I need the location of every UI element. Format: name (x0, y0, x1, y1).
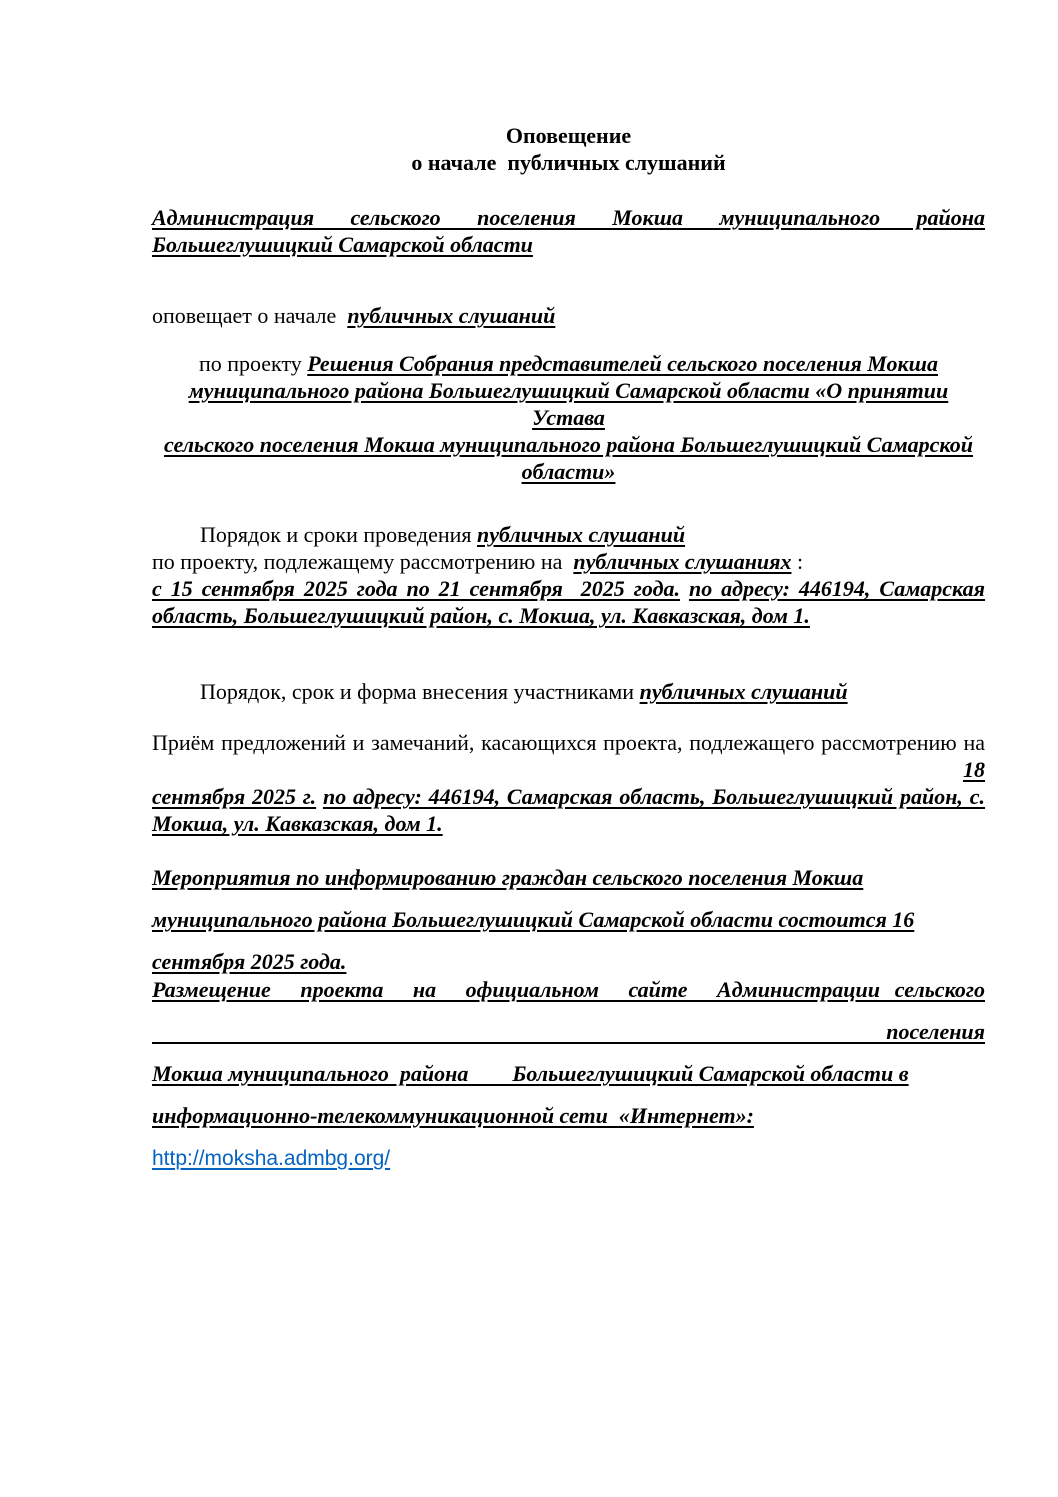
submission-text: Приём предложений и замечаний, касающихся проекта, подлежащего рассмотрению на (152, 730, 985, 782)
review-term: публичных слушаниях (573, 549, 792, 574)
announce-paragraph (152, 302, 985, 329)
org-name-part2: Большеглушицкий Самарской области (152, 232, 533, 257)
submission-line2 (152, 783, 985, 810)
org-name-part1: Администрация сельского поселения Мокша муниципального района (152, 205, 985, 230)
dates-line1 (152, 575, 985, 602)
placement-text1: Размещение проекта на официальном сайте Администрации сельского поселения (152, 977, 985, 1044)
submission-address-part2: Мокша, ул. Кавказская, дом 1. (152, 811, 443, 836)
info-event-paragraph (152, 857, 985, 983)
placement-paragraph (152, 969, 985, 1180)
placement-line2 (152, 1053, 985, 1095)
info-event-line2 (152, 899, 985, 941)
submission-heading-paragraph (152, 678, 985, 705)
placement-text3: информационно-телекоммуникационной сети «Интернет»: (152, 1103, 754, 1128)
review-line (152, 548, 985, 575)
project-paragraph (152, 350, 985, 485)
info-event-line1 (152, 857, 985, 899)
order-paragraph (152, 521, 985, 629)
announce-prefix: оповещает о начале (152, 303, 348, 328)
project-prefix: по проекту (198, 351, 308, 376)
project-line2 (152, 377, 985, 431)
org-line1 (152, 204, 985, 231)
submission-heading-line (152, 678, 985, 705)
project-title-part4: области» (521, 459, 616, 484)
placement-text2: Мокша муниципального района Большеглушицкий Самарской области в (152, 1061, 909, 1086)
hearing-dates: с 15 сентября 2025 года по 21 сентября 2025 года. (152, 576, 680, 601)
project-title-part3: сельского поселения Мокша муниципального района Большеглушицкий Самарской (164, 432, 973, 457)
submission-heading-term: публичных слушаний (639, 679, 848, 704)
project-title-part1: Решения Собрания представителей сельского поселения Мокша (307, 351, 939, 376)
info-event-text1: Мероприятия по информированию граждан сельского поселения Мокша (152, 865, 864, 890)
submission-paragraph (152, 729, 985, 837)
doc-title (152, 122, 985, 176)
placement-line3 (152, 1095, 985, 1180)
org-line2 (152, 231, 985, 258)
order-terms-prefix: Порядок и сроки проведения (200, 522, 478, 547)
moksha-site-link[interactable]: http://moksha.admbg.org/ (152, 1147, 391, 1170)
info-event-text3: сентября 2025 года. (152, 949, 347, 974)
announce-term: публичных слушаний (347, 303, 556, 328)
info-event-text2: муниципального района Большеглушицкий Самарской области состоится 16 (152, 907, 915, 932)
doc-title-line2: о начале публичных слушаний (411, 150, 726, 175)
submission-heading-prefix: Порядок, срок и форма внесения участниками (200, 679, 640, 704)
order-terms-line (152, 521, 985, 548)
dates-line2 (152, 602, 985, 629)
hearing-address-part1: по адресу: 446194, Самарская (688, 576, 985, 601)
placement-line1 (152, 969, 985, 1053)
order-terms-term: публичных слушаний (477, 522, 686, 547)
submission-date-part2: сентября 2025 г. (152, 784, 317, 809)
project-line3 (152, 431, 985, 458)
review-prefix: по проекту, подлежащему рассмотрению на (152, 549, 574, 574)
doc-title-line1: Оповещение (505, 123, 632, 148)
project-line4 (152, 458, 985, 485)
review-suffix: : (791, 549, 804, 574)
org-paragraph (152, 204, 985, 258)
submission-address-part1: по адресу: 446194, Самарская область, Большеглушицкий район, с. (322, 784, 985, 809)
submission-line1 (152, 729, 985, 783)
submission-line3 (152, 810, 985, 837)
submission-date-part1: 18 (963, 757, 985, 782)
project-title-part2: муниципального района Большеглушицкий Самарской области «О принятии Устава (188, 378, 949, 430)
hearing-address-part2: область, Большеглушицкий район, с. Мокша, ул. Кавказская, дом 1. (152, 603, 810, 628)
project-line1 (152, 350, 985, 377)
announce-line (152, 302, 985, 329)
